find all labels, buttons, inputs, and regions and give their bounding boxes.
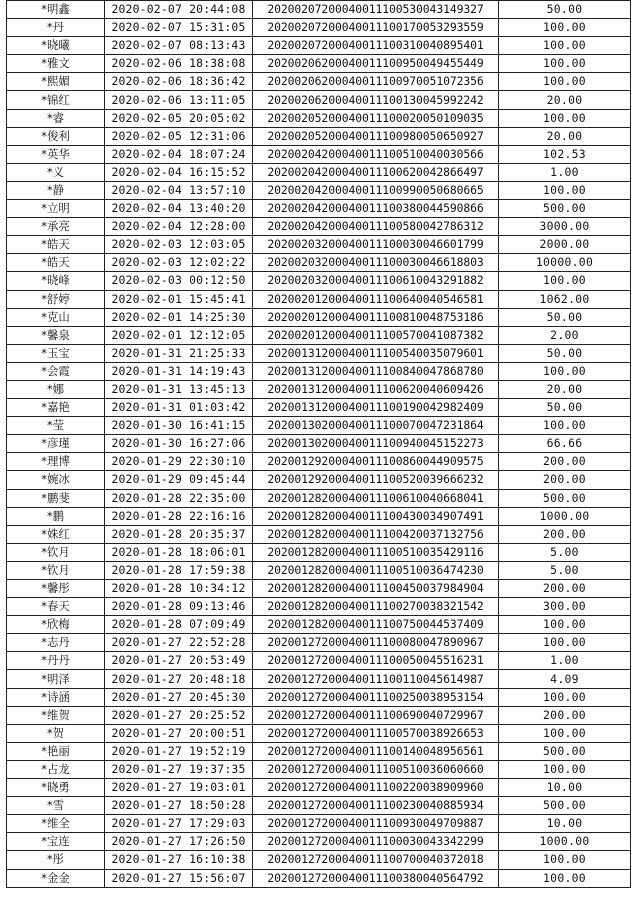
transaction-id-cell: 20200206200040011100970051072356 [253, 73, 499, 91]
transaction-id-cell: 20200127200040011100380040564792 [253, 869, 499, 887]
donor-name-cell: *彦瑾 [7, 435, 105, 453]
table-row [7, 634, 631, 652]
donor-name-cell: *金金 [7, 869, 105, 887]
transaction-id-cell: 20200128200040011100510035429116 [253, 543, 499, 561]
table-row [7, 236, 631, 254]
transaction-id-cell: 20200127200040011100110045614987 [253, 670, 499, 688]
transaction-id-cell: 20200131200040011100540035079601 [253, 344, 499, 362]
timestamp-cell: 2020-02-06 18:36:42 [105, 73, 253, 91]
ledger-sheet [6, 0, 630, 888]
donor-name-cell: *莹 [7, 417, 105, 435]
amount-cell: 500.00 [499, 200, 631, 218]
amount-cell: 500.00 [499, 742, 631, 760]
amount-cell: 5.00 [499, 561, 631, 579]
transaction-id-cell: 20200127200040011100080047890967 [253, 634, 499, 652]
donor-name-cell: *诗涵 [7, 688, 105, 706]
amount-cell: 100.00 [499, 417, 631, 435]
table-row [7, 742, 631, 760]
table-row [7, 19, 631, 37]
donor-name-cell: *娜 [7, 380, 105, 398]
transaction-id-cell: 20200127200040011100050045516231 [253, 652, 499, 670]
table-row [7, 163, 631, 181]
table-row [7, 833, 631, 851]
timestamp-cell: 2020-02-01 12:12:05 [105, 326, 253, 344]
amount-cell: 102.53 [499, 145, 631, 163]
donor-name-cell: *占龙 [7, 760, 105, 778]
transaction-id-cell: 20200127200040011100690040729967 [253, 706, 499, 724]
timestamp-cell: 2020-02-04 13:57:10 [105, 181, 253, 199]
timestamp-cell: 2020-01-27 19:37:35 [105, 760, 253, 778]
timestamp-cell: 2020-01-27 19:52:19 [105, 742, 253, 760]
timestamp-cell: 2020-01-27 20:00:51 [105, 724, 253, 742]
timestamp-cell: 2020-01-28 22:16:16 [105, 507, 253, 525]
donor-name-cell: *维贺 [7, 706, 105, 724]
donor-name-cell: *丹 [7, 19, 105, 37]
timestamp-cell: 2020-02-03 12:02:22 [105, 254, 253, 272]
timestamp-cell: 2020-02-01 14:25:30 [105, 308, 253, 326]
table-row [7, 760, 631, 778]
donor-name-cell: *理博 [7, 453, 105, 471]
amount-cell: 10.00 [499, 815, 631, 833]
amount-cell: 20.00 [499, 91, 631, 109]
timestamp-cell: 2020-01-29 22:30:10 [105, 453, 253, 471]
transaction-id-cell: 20200128200040011100750044537409 [253, 616, 499, 634]
amount-cell: 100.00 [499, 851, 631, 869]
timestamp-cell: 2020-02-07 08:13:43 [105, 37, 253, 55]
timestamp-cell: 2020-01-31 14:19:43 [105, 362, 253, 380]
timestamp-cell: 2020-01-27 17:29:03 [105, 815, 253, 833]
transaction-id-cell: 20200128200040011100510036474230 [253, 561, 499, 579]
transaction-id-cell: 20200127200040011100510036060660 [253, 760, 499, 778]
donor-name-cell: *丹丹 [7, 652, 105, 670]
donor-name-cell: *明泽 [7, 670, 105, 688]
transaction-id-cell: 20200127200040011100140048956561 [253, 742, 499, 760]
timestamp-cell: 2020-01-29 09:45:44 [105, 471, 253, 489]
table-row [7, 145, 631, 163]
transaction-id-cell: 20200131200040011100190042982409 [253, 399, 499, 417]
timestamp-cell: 2020-01-28 17:59:38 [105, 561, 253, 579]
donor-name-cell: *皓天 [7, 254, 105, 272]
transaction-id-cell: 20200201200040011100570041087382 [253, 326, 499, 344]
donor-name-cell: *立明 [7, 200, 105, 218]
timestamp-cell: 2020-01-28 09:13:46 [105, 598, 253, 616]
timestamp-cell: 2020-01-27 16:10:38 [105, 851, 253, 869]
transaction-id-cell: 20200127200040011100570038926653 [253, 724, 499, 742]
table-row [7, 1, 631, 19]
donor-name-cell: *静 [7, 181, 105, 199]
amount-cell: 100.00 [499, 19, 631, 37]
transaction-id-cell: 20200207200040011100530043149327 [253, 1, 499, 19]
transaction-id-cell: 20200201200040011100810048753186 [253, 308, 499, 326]
table-row [7, 290, 631, 308]
donation-ledger-table [6, 0, 631, 888]
table-row [7, 254, 631, 272]
timestamp-cell: 2020-01-30 16:41:15 [105, 417, 253, 435]
table-row [7, 399, 631, 417]
timestamp-cell: 2020-01-27 17:26:50 [105, 833, 253, 851]
table-row [7, 109, 631, 127]
amount-cell: 1.00 [499, 163, 631, 181]
donor-name-cell: *志丹 [7, 634, 105, 652]
table-row [7, 724, 631, 742]
transaction-id-cell: 20200204200040011100580042786312 [253, 218, 499, 236]
amount-cell: 4.09 [499, 670, 631, 688]
transaction-id-cell: 20200203200040011100610043291882 [253, 272, 499, 290]
amount-cell: 1000.00 [499, 507, 631, 525]
table-row [7, 815, 631, 833]
timestamp-cell: 2020-02-07 20:44:08 [105, 1, 253, 19]
transaction-id-cell: 20200204200040011100510040030566 [253, 145, 499, 163]
transaction-id-cell: 20200206200040011100950049455449 [253, 55, 499, 73]
transaction-id-cell: 20200128200040011100270038321542 [253, 598, 499, 616]
donor-name-cell: *鹏 [7, 507, 105, 525]
timestamp-cell: 2020-01-28 22:35:00 [105, 489, 253, 507]
donor-name-cell: *姝红 [7, 525, 105, 543]
timestamp-cell: 2020-01-27 20:48:18 [105, 670, 253, 688]
transaction-id-cell: 20200127200040011100930049709887 [253, 815, 499, 833]
donor-name-cell: *承亮 [7, 218, 105, 236]
amount-cell: 10000.00 [499, 254, 631, 272]
timestamp-cell: 2020-01-27 20:25:52 [105, 706, 253, 724]
amount-cell: 200.00 [499, 453, 631, 471]
amount-cell: 20.00 [499, 127, 631, 145]
timestamp-cell: 2020-01-28 18:06:01 [105, 543, 253, 561]
timestamp-cell: 2020-02-07 15:31:05 [105, 19, 253, 37]
amount-cell: 100.00 [499, 869, 631, 887]
transaction-id-cell: 20200129200040011100860044909575 [253, 453, 499, 471]
table-row [7, 561, 631, 579]
table-row [7, 362, 631, 380]
table-row [7, 435, 631, 453]
amount-cell: 1062.00 [499, 290, 631, 308]
amount-cell: 66.66 [499, 435, 631, 453]
table-row [7, 326, 631, 344]
table-row [7, 453, 631, 471]
donor-name-cell: *贺 [7, 724, 105, 742]
amount-cell: 200.00 [499, 706, 631, 724]
amount-cell: 5.00 [499, 543, 631, 561]
amount-cell: 3000.00 [499, 218, 631, 236]
amount-cell: 10.00 [499, 779, 631, 797]
transaction-id-cell: 20200127200040011100230040885934 [253, 797, 499, 815]
table-row [7, 580, 631, 598]
table-row [7, 417, 631, 435]
table-row [7, 308, 631, 326]
donor-name-cell: *艳丽 [7, 742, 105, 760]
amount-cell: 50.00 [499, 308, 631, 326]
timestamp-cell: 2020-01-31 01:03:42 [105, 399, 253, 417]
transaction-id-cell: 20200207200040011100310040895401 [253, 37, 499, 55]
amount-cell: 100.00 [499, 181, 631, 199]
table-row [7, 272, 631, 290]
transaction-id-cell: 20200204200040011100620042866497 [253, 163, 499, 181]
donor-name-cell: *熙媚 [7, 73, 105, 91]
timestamp-cell: 2020-02-04 13:40:20 [105, 200, 253, 218]
table-row [7, 670, 631, 688]
amount-cell: 100.00 [499, 634, 631, 652]
table-row [7, 344, 631, 362]
donor-name-cell: *玉宝 [7, 344, 105, 362]
timestamp-cell: 2020-02-03 00:12:50 [105, 272, 253, 290]
transaction-id-cell: 20200127200040011100250038953154 [253, 688, 499, 706]
donor-name-cell: *明鑫 [7, 1, 105, 19]
donor-name-cell: *鹏斐 [7, 489, 105, 507]
amount-cell: 500.00 [499, 797, 631, 815]
timestamp-cell: 2020-01-27 22:52:28 [105, 634, 253, 652]
transaction-id-cell: 20200204200040011100990050680665 [253, 181, 499, 199]
donor-name-cell: *皓天 [7, 236, 105, 254]
donor-name-cell: *钦月 [7, 561, 105, 579]
donor-name-cell: *嘉艳 [7, 399, 105, 417]
amount-cell: 100.00 [499, 362, 631, 380]
donor-name-cell: *锦红 [7, 91, 105, 109]
timestamp-cell: 2020-02-06 13:11:05 [105, 91, 253, 109]
amount-cell: 50.00 [499, 344, 631, 362]
transaction-id-cell: 20200131200040011100620040609426 [253, 380, 499, 398]
table-row [7, 91, 631, 109]
timestamp-cell: 2020-02-06 18:38:08 [105, 55, 253, 73]
amount-cell: 100.00 [499, 616, 631, 634]
timestamp-cell: 2020-02-05 12:31:06 [105, 127, 253, 145]
transaction-id-cell: 20200205200040011100980050650927 [253, 127, 499, 145]
donor-name-cell: *雪 [7, 797, 105, 815]
donor-name-cell: *馨彤 [7, 580, 105, 598]
table-row [7, 869, 631, 887]
amount-cell: 50.00 [499, 1, 631, 19]
timestamp-cell: 2020-01-27 19:03:01 [105, 779, 253, 797]
amount-cell: 1000.00 [499, 833, 631, 851]
donor-name-cell: *晓峰 [7, 272, 105, 290]
table-row [7, 37, 631, 55]
donor-name-cell: *宝连 [7, 833, 105, 851]
transaction-id-cell: 20200203200040011100030046601799 [253, 236, 499, 254]
table-row [7, 127, 631, 145]
table-row [7, 779, 631, 797]
donor-name-cell: *雅文 [7, 55, 105, 73]
amount-cell: 100.00 [499, 109, 631, 127]
timestamp-cell: 2020-02-01 15:45:41 [105, 290, 253, 308]
donor-name-cell: *钦月 [7, 543, 105, 561]
amount-cell: 300.00 [499, 598, 631, 616]
transaction-id-cell: 20200129200040011100520039666232 [253, 471, 499, 489]
transaction-id-cell: 20200204200040011100380044590866 [253, 200, 499, 218]
table-row [7, 616, 631, 634]
transaction-id-cell: 20200130200040011100940045152273 [253, 435, 499, 453]
table-row [7, 181, 631, 199]
donor-name-cell: *馨泉 [7, 326, 105, 344]
donor-name-cell: *俊利 [7, 127, 105, 145]
amount-cell: 2000.00 [499, 236, 631, 254]
table-row [7, 507, 631, 525]
table-row [7, 797, 631, 815]
donor-name-cell: *晓曦 [7, 37, 105, 55]
transaction-id-cell: 20200205200040011100020050109035 [253, 109, 499, 127]
table-row [7, 543, 631, 561]
transaction-id-cell: 20200128200040011100450037984904 [253, 580, 499, 598]
table-row [7, 598, 631, 616]
table-row [7, 380, 631, 398]
donor-name-cell: *春天 [7, 598, 105, 616]
timestamp-cell: 2020-02-04 12:28:00 [105, 218, 253, 236]
transaction-id-cell: 20200128200040011100420037132756 [253, 525, 499, 543]
donor-name-cell: *彤 [7, 851, 105, 869]
table-row [7, 200, 631, 218]
transaction-id-cell: 20200128200040011100610040668041 [253, 489, 499, 507]
amount-cell: 50.00 [499, 399, 631, 417]
amount-cell: 1.00 [499, 652, 631, 670]
amount-cell: 100.00 [499, 73, 631, 91]
table-row [7, 218, 631, 236]
timestamp-cell: 2020-01-27 18:50:28 [105, 797, 253, 815]
amount-cell: 200.00 [499, 525, 631, 543]
amount-cell: 100.00 [499, 724, 631, 742]
transaction-id-cell: 20200203200040011100030046618803 [253, 254, 499, 272]
transaction-id-cell: 20200130200040011100070047231864 [253, 417, 499, 435]
donor-name-cell: *英华 [7, 145, 105, 163]
table-row [7, 489, 631, 507]
transaction-id-cell: 20200201200040011100640040546581 [253, 290, 499, 308]
donor-name-cell: *克山 [7, 308, 105, 326]
table-row [7, 525, 631, 543]
table-row [7, 55, 631, 73]
ledger-body [7, 1, 631, 888]
table-row [7, 688, 631, 706]
timestamp-cell: 2020-02-04 16:15:52 [105, 163, 253, 181]
donor-name-cell: *婉冰 [7, 471, 105, 489]
transaction-id-cell: 20200127200040011100700040372018 [253, 851, 499, 869]
donor-name-cell: *维全 [7, 815, 105, 833]
transaction-id-cell: 20200206200040011100130045992242 [253, 91, 499, 109]
donor-name-cell: *欣梅 [7, 616, 105, 634]
timestamp-cell: 2020-01-31 21:25:33 [105, 344, 253, 362]
transaction-id-cell: 20200128200040011100430034907491 [253, 507, 499, 525]
amount-cell: 200.00 [499, 471, 631, 489]
amount-cell: 100.00 [499, 760, 631, 778]
donor-name-cell: *义 [7, 163, 105, 181]
table-row [7, 73, 631, 91]
timestamp-cell: 2020-01-28 10:34:12 [105, 580, 253, 598]
timestamp-cell: 2020-01-27 20:45:30 [105, 688, 253, 706]
amount-cell: 200.00 [499, 580, 631, 598]
amount-cell: 2.00 [499, 326, 631, 344]
timestamp-cell: 2020-01-30 16:27:06 [105, 435, 253, 453]
transaction-id-cell: 20200131200040011100840047868780 [253, 362, 499, 380]
table-row [7, 706, 631, 724]
timestamp-cell: 2020-01-27 15:56:07 [105, 869, 253, 887]
timestamp-cell: 2020-01-28 07:09:49 [105, 616, 253, 634]
amount-cell: 500.00 [499, 489, 631, 507]
table-row [7, 851, 631, 869]
amount-cell: 100.00 [499, 272, 631, 290]
table-row [7, 471, 631, 489]
donor-name-cell: *睿 [7, 109, 105, 127]
timestamp-cell: 2020-01-27 20:53:49 [105, 652, 253, 670]
timestamp-cell: 2020-02-03 12:03:05 [105, 236, 253, 254]
donor-name-cell: *晓勇 [7, 779, 105, 797]
transaction-id-cell: 20200127200040011100030043342299 [253, 833, 499, 851]
donor-name-cell: *会霞 [7, 362, 105, 380]
amount-cell: 20.00 [499, 380, 631, 398]
transaction-id-cell: 20200207200040011100170053293559 [253, 19, 499, 37]
donor-name-cell: *舒婷 [7, 290, 105, 308]
amount-cell: 100.00 [499, 688, 631, 706]
timestamp-cell: 2020-02-04 18:07:24 [105, 145, 253, 163]
table-row [7, 652, 631, 670]
timestamp-cell: 2020-02-05 20:05:02 [105, 109, 253, 127]
amount-cell: 100.00 [499, 55, 631, 73]
timestamp-cell: 2020-01-28 20:35:37 [105, 525, 253, 543]
transaction-id-cell: 20200127200040011100220038909960 [253, 779, 499, 797]
amount-cell: 100.00 [499, 37, 631, 55]
timestamp-cell: 2020-01-31 13:45:13 [105, 380, 253, 398]
